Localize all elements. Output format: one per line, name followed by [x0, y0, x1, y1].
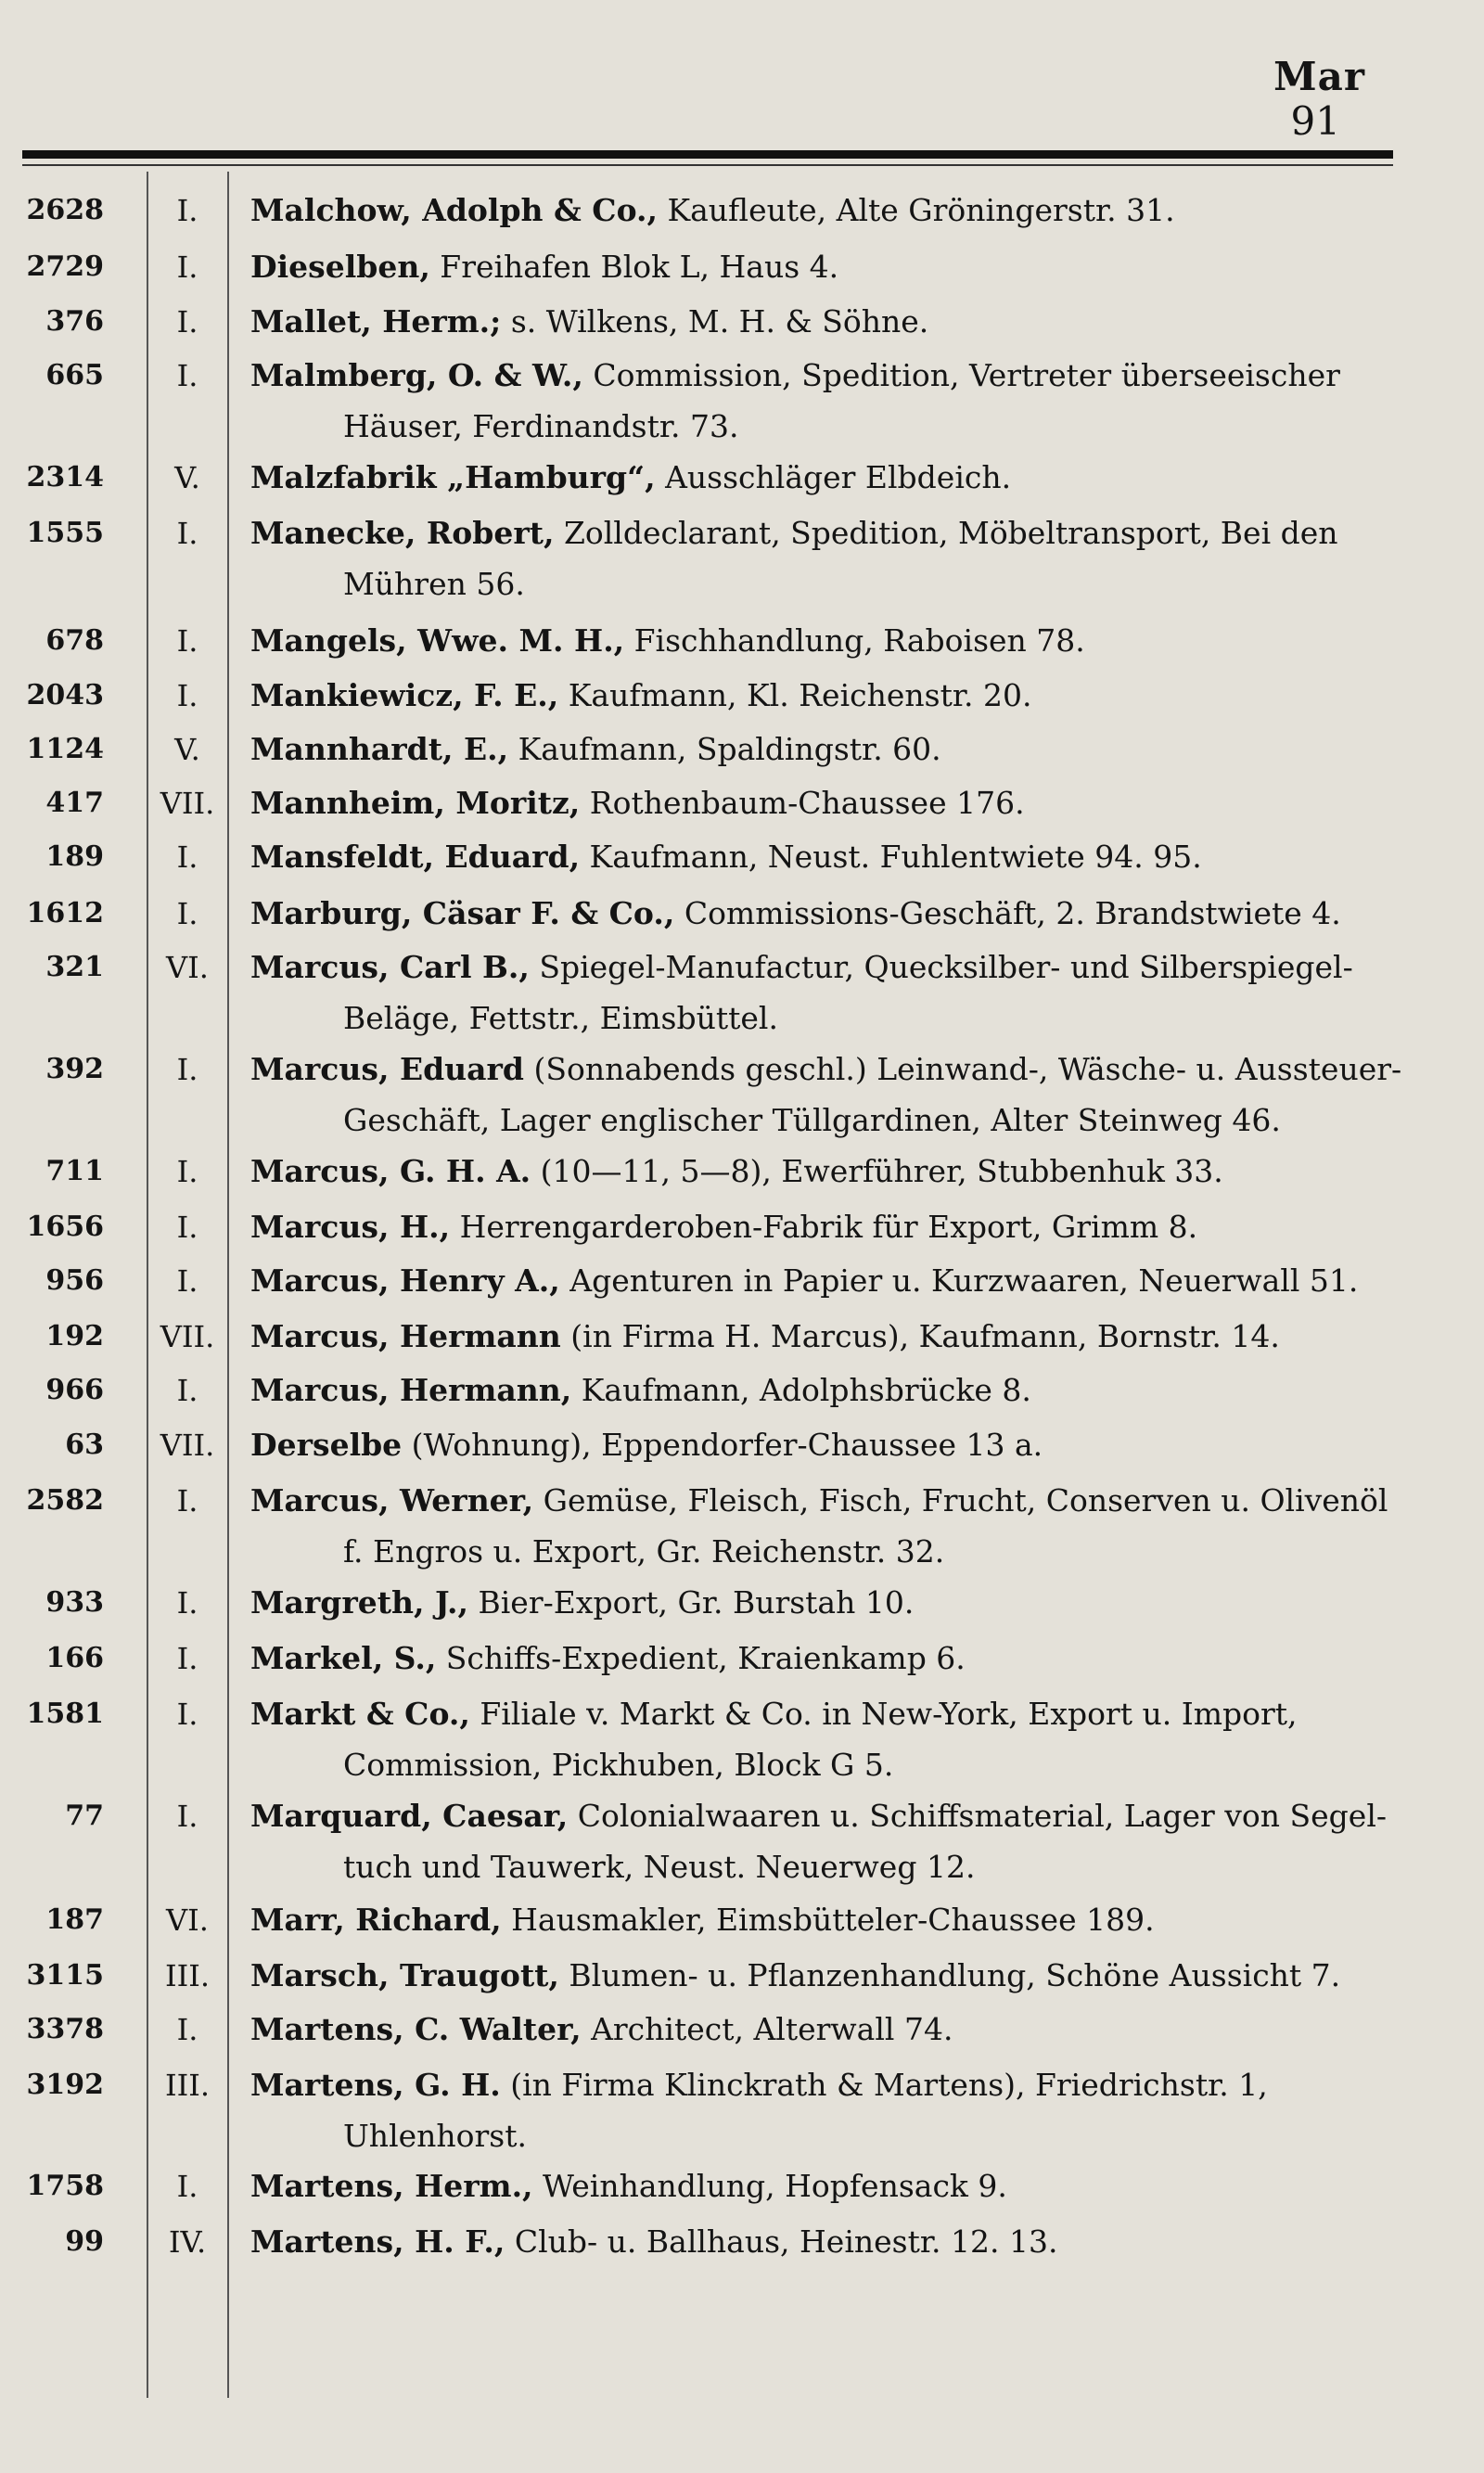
entry-text	[250, 451, 1405, 505]
entry-details: Commission, Spedition, Vertreter überseeischer	[582, 357, 1340, 393]
entry-text	[250, 2058, 1405, 2112]
entry-number: 711	[45, 1155, 104, 1187]
entry-details: Club- u. Ballhaus, Heinestr. 12. 13.	[505, 2223, 1058, 2260]
entry-details: (Sonnabends geschl.) Leinwand-, Wäsche- u. Aussteuer-	[524, 1051, 1402, 1087]
entry-district: I.	[176, 1373, 198, 1408]
entry-text	[250, 1893, 1405, 1947]
entry-number: 63	[65, 1429, 104, 1461]
entry-continuation: Geschäft, Lager englischer Tüllgardinen, Alter Steinweg 46.	[343, 1102, 1281, 1138]
entry-number: 1581	[26, 1698, 104, 1730]
entry-number: 99	[65, 2225, 104, 2258]
entry-name: Martens, G. H.	[250, 2067, 501, 2103]
entry-text	[250, 1043, 1405, 1096]
entry-details: Herrengarderoben-Fabrik für Export, Grimm 8.	[450, 1209, 1198, 1245]
entry-district: I.	[176, 839, 198, 875]
entry-text	[250, 295, 1405, 349]
entry-details: (in Firma H. Marcus), Kaufmann, Bornstr. 14.	[560, 1318, 1280, 1354]
entry-name: Marcus, Carl B.,	[250, 949, 530, 985]
entry-district: I.	[176, 250, 198, 285]
entry-district: IV.	[168, 2224, 207, 2260]
running-head: Mar	[1273, 54, 1365, 99]
entry-text	[250, 776, 1405, 830]
entry-text	[250, 1576, 1405, 1630]
entry-district: V.	[174, 460, 200, 495]
entry-details: Agenturen in Papier u. Kurzwaaren, Neuerwall 51.	[559, 1262, 1359, 1299]
entry-number: 187	[45, 1903, 104, 1936]
entry-name: Manecke, Robert,	[250, 515, 555, 551]
entry-name: Marcus, H.,	[250, 1209, 451, 1245]
entry-text	[250, 1789, 1405, 1843]
entry-details: Blumen- u. Pflanzenhandlung, Schöne Aussicht 7.	[558, 1957, 1341, 1993]
page-number: 91	[1290, 98, 1340, 144]
entry-name: Marcus, Henry A.,	[250, 1262, 560, 1299]
entry-number: 2729	[26, 250, 104, 283]
entry-name: Dieselben,	[250, 249, 430, 285]
entry-details: Bier-Export, Gr. Burstah 10.	[468, 1584, 915, 1621]
entry-name: Marcus, Hermann,	[250, 1372, 572, 1408]
entry-details: Commissions-Geschäft, 2. Brandstwiete 4.	[674, 895, 1341, 931]
entry-district: I.	[176, 516, 198, 551]
entry-number: 321	[45, 951, 104, 983]
entry-continuation: Beläge, Fettstr., Eimsbüttel.	[343, 1000, 778, 1036]
entry-name: Mangels, Wwe. M. H.,	[250, 622, 625, 659]
entry-number: 2043	[26, 679, 104, 711]
entry-name: Margreth, J.,	[250, 1584, 468, 1621]
entry-district: I.	[176, 896, 198, 931]
entry-district: I.	[176, 1697, 198, 1732]
entry-name: Malzfabrik „Hamburg“,	[250, 459, 656, 495]
entry-details: Spiegel-Manufactur, Quecksilber- und Silberspiegel-	[529, 949, 1353, 985]
entry-district: I.	[176, 1210, 198, 1245]
entry-continuation: Commission, Pickhuben, Block G 5.	[343, 1747, 894, 1783]
entry-text	[250, 723, 1405, 776]
entry-details: Hausmakler, Eimsbütteler-Chaussee 189.	[501, 1902, 1155, 1938]
entry-number: 376	[45, 305, 104, 338]
entry-name: Markt & Co.,	[250, 1696, 470, 1732]
entry-district: I.	[176, 1154, 198, 1189]
entry-name: Martens, Herm.,	[250, 2168, 533, 2204]
entry-district: I.	[176, 1799, 198, 1834]
entry-name: Marr, Richard,	[250, 1902, 502, 1938]
entry-name: Derselbe	[250, 1427, 403, 1463]
entry-text	[250, 830, 1405, 884]
entry-details: Colonialwaaren u. Schiffsmaterial, Lager von Segel-	[568, 1798, 1388, 1834]
entry-number: 2314	[26, 461, 104, 493]
entry-continuation: Uhlenhorst.	[343, 2118, 527, 2154]
entry-number: 1612	[26, 897, 104, 929]
entry-district: VII.	[160, 786, 215, 821]
entry-text	[250, 1949, 1405, 2003]
entry-text	[250, 1310, 1405, 1364]
entry-district: I.	[176, 304, 198, 340]
entry-number: 956	[45, 1264, 104, 1297]
entry-name: Marcus, Eduard	[250, 1051, 525, 1087]
entry-text	[250, 2159, 1405, 2213]
entry-details: (10—11, 5—8), Ewerführer, Stubbenhuk 33.	[531, 1153, 1223, 1189]
entry-text	[250, 887, 1405, 941]
entry-number: 192	[45, 1320, 104, 1352]
entry-name: Marcus, Hermann	[250, 1318, 561, 1354]
entry-details: Zolldeclarant, Spedition, Möbeltransport, Bei den	[554, 515, 1338, 551]
entry-details: Kaufmann, Adolphsbrücke 8.	[571, 1372, 1031, 1408]
entry-text	[250, 669, 1405, 723]
entry-name: Mallet, Herm.;	[250, 303, 502, 340]
entry-text	[250, 614, 1405, 668]
entry-details: Gemüse, Fleisch, Fisch, Frucht, Conserven u. Olivenöl	[533, 1482, 1388, 1518]
entry-text	[250, 1632, 1405, 1685]
entry-text	[250, 1418, 1405, 1472]
entry-name: Marburg, Cäsar F. & Co.,	[250, 895, 675, 931]
entry-name: Mannhardt, E.,	[250, 731, 509, 767]
entry-name: Martens, C. Walter,	[250, 2011, 582, 2047]
entry-continuation: tuch und Tauwerk, Neust. Neuerweg 12.	[343, 1849, 976, 1885]
entry-district: VII.	[160, 1319, 215, 1354]
entry-name: Malmberg, O. & W.,	[250, 357, 583, 393]
entry-text	[250, 1474, 1405, 1528]
entry-number: 933	[45, 1586, 104, 1619]
entry-details: Architect, Alterwall 74.	[581, 2011, 953, 2047]
entry-number: 2582	[26, 1484, 104, 1517]
entry-number: 77	[65, 1800, 104, 1832]
entry-district: III.	[164, 2068, 211, 2103]
entry-number: 189	[45, 840, 104, 873]
entry-number: 1555	[26, 517, 104, 549]
entry-district: I.	[176, 1052, 198, 1087]
entry-details: (in Firma Klinckrath & Martens), Friedrichstr. 1,	[500, 2067, 1268, 2103]
entry-text	[250, 240, 1405, 294]
entry-district: I.	[176, 2012, 198, 2047]
entry-district: I.	[176, 1263, 198, 1299]
entry-details: Ausschläger Elbdeich.	[655, 459, 1012, 495]
entry-details: Filiale v. Markt & Co. in New-York, Export u. Import,	[469, 1696, 1298, 1732]
entry-name: Marcus, Werner,	[250, 1482, 534, 1518]
entry-text	[250, 941, 1405, 994]
entry-continuation: f. Engros u. Export, Gr. Reichenstr. 32.	[343, 1533, 945, 1570]
entry-details: Fischhandlung, Raboisen 78.	[624, 622, 1085, 659]
entry-district: I.	[176, 1585, 198, 1621]
entry-text	[250, 1145, 1405, 1198]
entry-text	[250, 1254, 1405, 1308]
entry-continuation: Mühren 56.	[343, 566, 525, 602]
entry-text	[250, 2003, 1405, 2057]
entry-number: 166	[45, 1642, 104, 1674]
entry-details: Freihafen Blok L, Haus 4.	[429, 249, 839, 285]
entry-text	[250, 506, 1405, 560]
entry-number: 678	[45, 624, 104, 657]
entry-district: VI.	[166, 950, 209, 985]
entry-number: 417	[45, 787, 104, 819]
entry-details: Kaufleute, Alte Gröningerstr. 31.	[657, 192, 1175, 228]
entry-district: VI.	[166, 1903, 209, 1938]
entry-details: Kaufmann, Neust. Fuhlentwiete 94. 95.	[580, 839, 1202, 875]
entry-text	[250, 349, 1405, 403]
entry-number: 3378	[26, 2013, 104, 2045]
entry-name: Martens, H. F.,	[250, 2223, 505, 2260]
entry-name: Mankiewicz, F. E.,	[250, 677, 559, 713]
entry-number: 392	[45, 1053, 104, 1085]
entry-district: VII.	[160, 1428, 215, 1463]
entry-details: Kaufmann, Kl. Reichenstr. 20.	[558, 677, 1032, 713]
entry-number: 1656	[26, 1211, 104, 1243]
entry-details: Rothenbaum-Chaussee 176.	[580, 785, 1025, 821]
entry-number: 2628	[26, 194, 104, 226]
entry-text	[250, 184, 1405, 237]
entry-name: Marcus, G. H. A.	[250, 1153, 531, 1189]
entry-name: Marsch, Traugott,	[250, 1957, 559, 1993]
entry-number: 966	[45, 1374, 104, 1406]
entry-district: I.	[176, 358, 198, 393]
entry-details: Kaufmann, Spaldingstr. 60.	[508, 731, 941, 767]
entry-details: (Wohnung), Eppendorfer-Chaussee 13 a.	[402, 1427, 1043, 1463]
entry-number: 665	[45, 359, 104, 391]
entry-district: I.	[176, 623, 198, 659]
entry-district: V.	[174, 732, 200, 767]
entry-district: I.	[176, 193, 198, 228]
entry-text	[250, 1200, 1405, 1254]
entry-number: 3192	[26, 2069, 104, 2101]
entry-district: III.	[164, 1958, 211, 1993]
entry-district: I.	[176, 1483, 198, 1518]
entry-number: 3115	[26, 1959, 104, 1992]
entry-continuation: Häuser, Ferdinandstr. 73.	[343, 408, 739, 444]
entry-name: Marquard, Caesar,	[250, 1798, 569, 1834]
entry-name: Mannheim, Moritz,	[250, 785, 581, 821]
entry-text	[250, 1687, 1405, 1741]
entry-name: Markel, S.,	[250, 1640, 437, 1676]
entry-details: s. Wilkens, M. H. & Söhne.	[501, 303, 929, 340]
entry-details: Schiffs-Expedient, Kraienkamp 6.	[436, 1640, 966, 1676]
entry-details: Weinhandlung, Hopfensack 9.	[532, 2168, 1007, 2204]
entry-number: 1124	[26, 733, 104, 765]
entry-name: Mansfeldt, Eduard,	[250, 839, 581, 875]
entry-text	[250, 2215, 1405, 2269]
entry-district: I.	[176, 2169, 198, 2204]
entry-district: I.	[176, 1641, 198, 1676]
entry-text	[250, 1364, 1405, 1417]
entry-district: I.	[176, 678, 198, 713]
entry-name: Malchow, Adolph & Co.,	[250, 192, 658, 228]
entry-number: 1758	[26, 2170, 104, 2202]
